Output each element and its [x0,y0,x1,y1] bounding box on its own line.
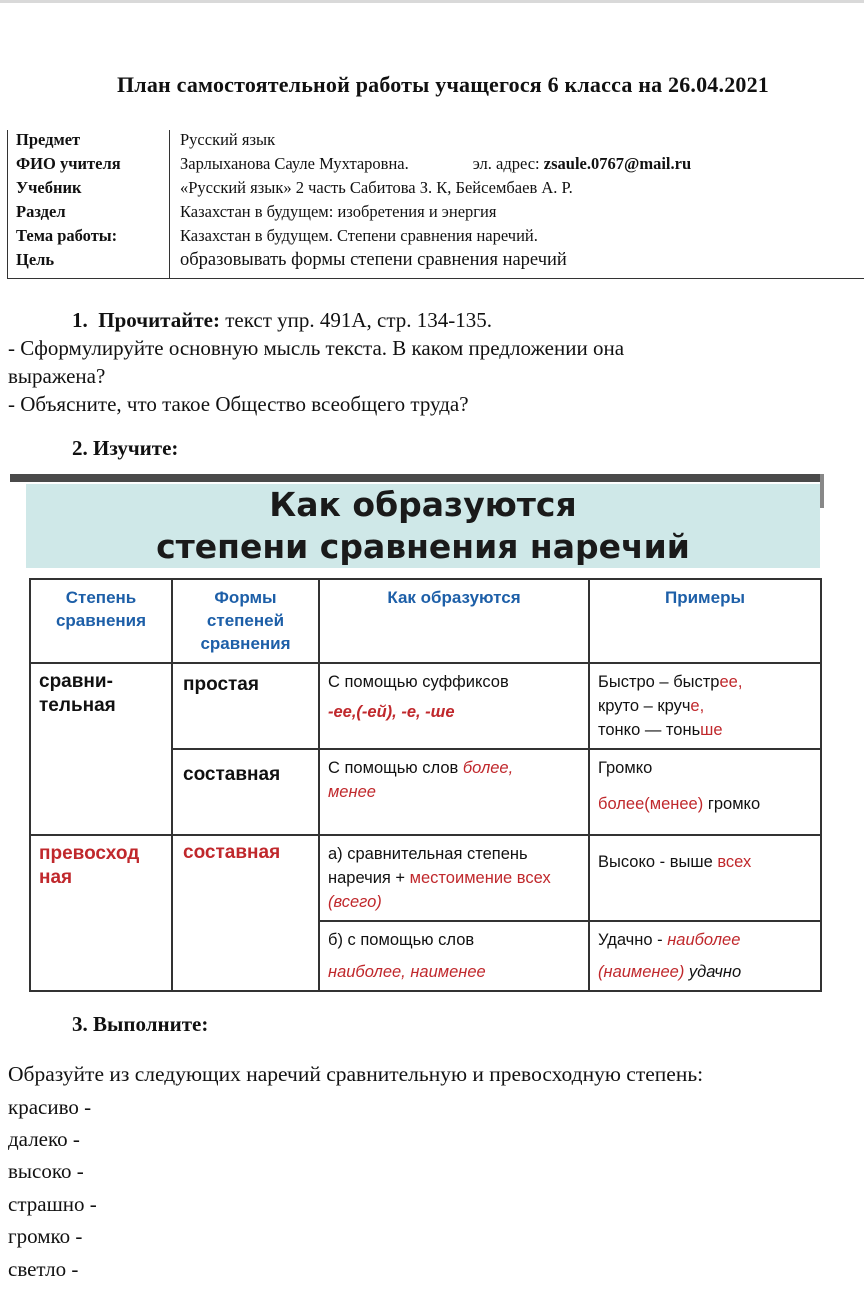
form-compound: составная [172,749,319,835]
info-table [7,130,864,279]
top-band [10,474,824,482]
degree-superlative: превосход ная [30,835,172,991]
task1-text: текст упр. 491А, стр. 134-135. [219,308,493,332]
how-compound: С помощью слов более, менее [319,749,589,835]
task1-number: 1. [72,308,88,332]
form-superlative: составная [172,835,319,991]
info-label: Цель [8,250,170,279]
examples-compound: Громко более(менее) громко [589,749,821,835]
task1-label: Прочитайте: [98,308,220,332]
info-value: Русский язык [180,130,276,149]
info-row-section [8,202,864,226]
task3-instruction: Образуйте из следующих наречий сравнительную и превосходную степень: [8,1062,704,1086]
how-superlative-b: б) с помощью слов наиболее, наименее [319,921,589,991]
table-row [30,663,821,749]
info-row-textbook [8,178,864,202]
form-simple: простая [172,663,319,749]
degree-comparative: сравни- тельная [30,663,172,835]
header-how: Как образуются [319,579,589,663]
exercise-word: далеко - [8,1127,80,1151]
how-simple: С помощью суффиксов -ее,(-ей), -е, -ше [319,663,589,749]
exercise-word: светло - [8,1257,79,1281]
info-label: Раздел [8,202,170,226]
email-address[interactable]: zsaule.0767@mail.ru [543,154,692,173]
table-row [30,835,821,921]
infographic-title-line1: Как образуются [269,485,577,524]
task3-heading: 3. Выполните: [72,1012,209,1036]
info-row-topic [8,226,864,250]
examples-superlative-a: Высоко - выше всех [589,835,821,921]
info-label: Предмет [8,130,170,154]
info-value: Казахстан в будущем. Степени сравнения наречий. [180,226,538,245]
how-superlative-a: а) сравнительная степень наречия + местоимение всех (всего) [319,835,589,921]
info-row-teacher [8,154,864,178]
task1-question1-line2: выражена? [8,364,106,388]
page-title: План самостоятельной работы учащегося 6 класса на 26.04.2021 [116,72,769,97]
task2-heading: 2. Изучите: [72,436,179,460]
info-row-goal [8,250,864,279]
exercise-word: громко - [8,1224,83,1248]
examples-simple: Быстро – быстрее, круто – круче, тонко — тоньше [589,663,821,749]
infographic-title [26,484,820,568]
infographic-title-line2: степени сравнения наречий [156,527,690,566]
header-forms: Формы степеней сравнения [172,579,319,663]
info-label: ФИО учителя [8,154,170,178]
task1-question1-line1: - Сформулируйте основную мысль текста. В каком предложении она [8,336,625,360]
exercise-word: красиво - [8,1095,92,1119]
info-label: Тема работы: [8,226,170,250]
info-label: Учебник [8,178,170,202]
info-value: «Русский язык» 2 часть Сабитова З. К, Бейсембаев А. Р. [180,178,573,197]
email-label: эл. адрес: [472,154,540,173]
comparison-table [29,578,822,992]
info-value [170,154,864,178]
right-bar [820,474,824,508]
email [473,154,691,173]
examples-superlative-b: Удачно - наиболее (наименее) удачно [589,921,821,991]
exercise-word: страшно - [8,1192,97,1216]
header-degree: Степень сравнения [30,579,172,663]
teacher-name: Зарлыханова Сауле Мухтаровна. [180,154,409,173]
exercise-word: высоко - [8,1159,84,1183]
info-value: Казахстан в будущем: изобретения и энергия [180,202,497,221]
comparison-infographic [10,474,824,986]
info-row-subject [8,130,864,154]
task1-heading [72,306,492,334]
suffixes: -ее,(-ей), -е, -ше [328,703,455,721]
header-examples: Примеры [589,579,821,663]
top-divider [0,0,864,3]
info-value: образовывать формы степени сравнения наречий [170,250,864,279]
table-header-row [30,579,821,663]
task1-question2: - Объясните, что такое Общество всеобщего труда? [8,392,469,416]
